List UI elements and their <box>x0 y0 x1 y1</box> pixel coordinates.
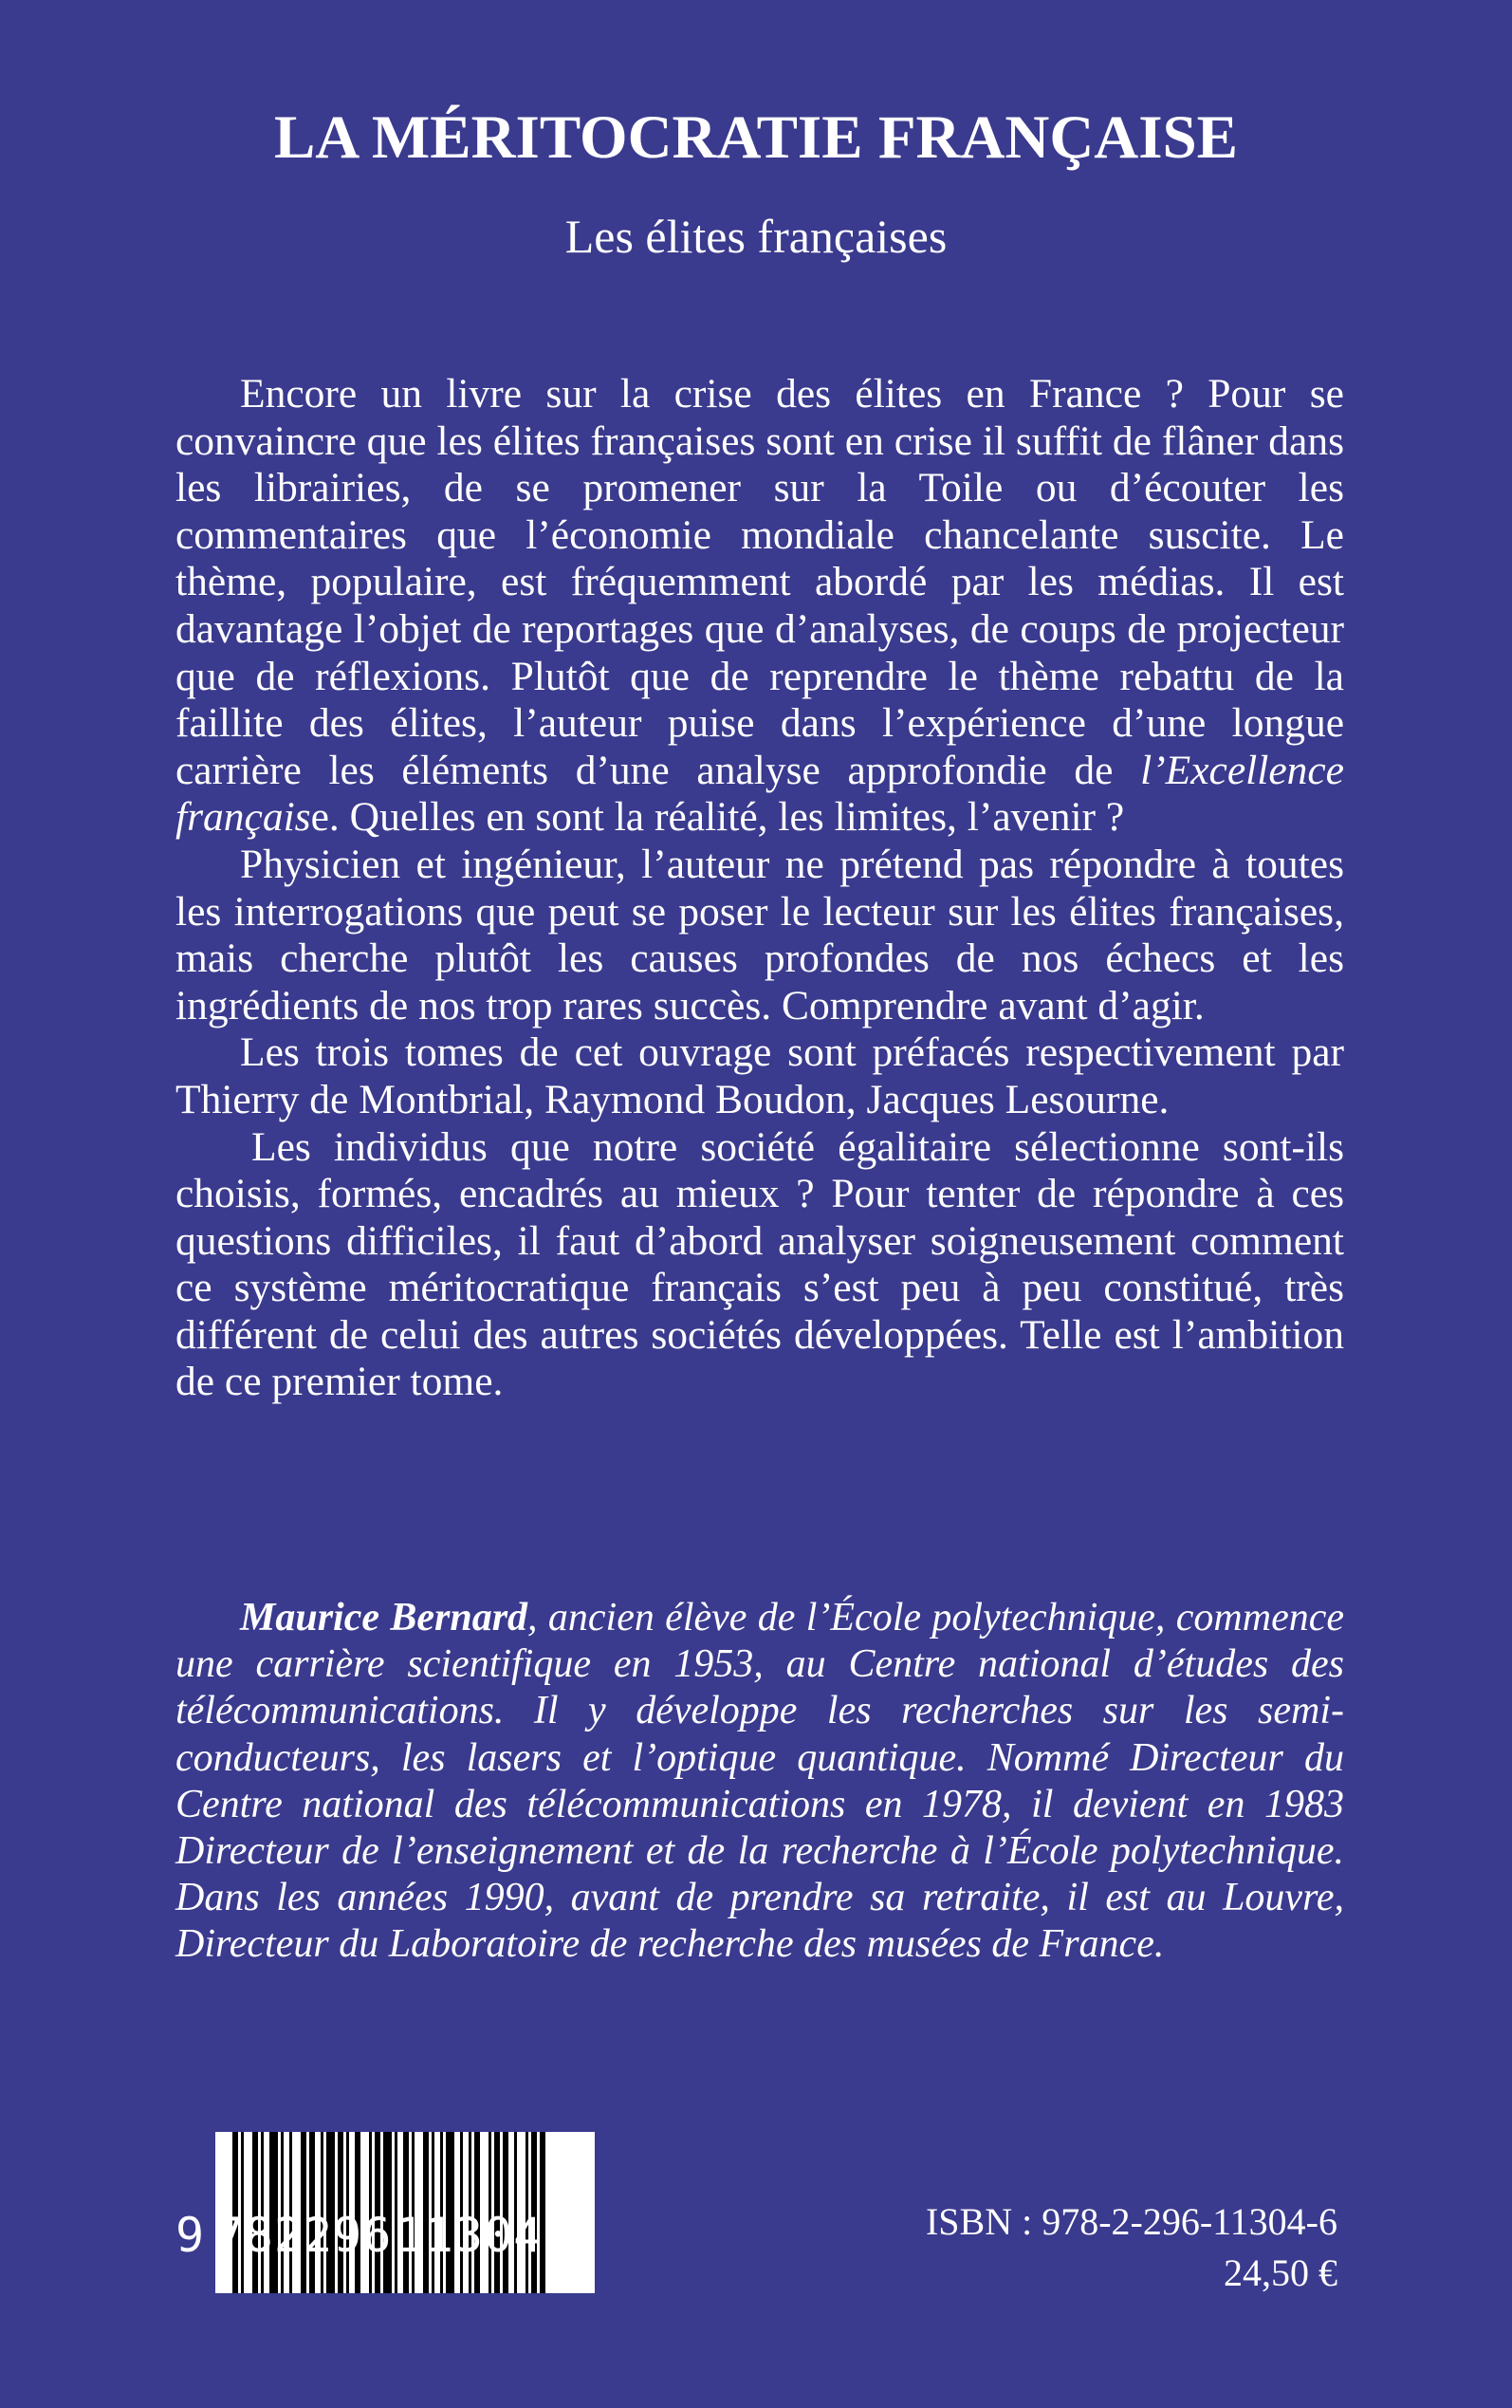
author-name: Maurice Bernard <box>240 1596 528 1639</box>
barcode-first-digit: 9 <box>175 2208 206 2263</box>
barcode-group-2: 113046 <box>395 2208 573 2263</box>
isbn: ISBN : 978-2-296-11304-6 <box>925 2200 1337 2243</box>
book-title: LA MÉRITOCRATIE FRANÇAISE <box>273 103 1239 172</box>
author-bio-paragraph <box>175 1595 1344 1969</box>
blurb-p1-start: Encore un livre sur la crise des élites en France ? Pour se convaincre que les élites françaises sont en crise il suffit de flâner dans les librairies, de se promener sur la Toile ou d’écouter les commentaires que l’économie mondiale chancelante suscite. Le thème, populaire, est fréquemment abordé par les médias. Il est davantage l’objet de reportages que d’analyses, de coups de projecteur que de réflexions. Plutôt que de reprendre le thème rebattu de la faillite des élites, l’auteur puise dans l’expérience d’une longue carrière les éléments d’une analyse approfondie de <box>175 371 1344 793</box>
blurb-paragraph-3: Les trois tomes de cet ouvrage sont préfacés respectivement par Thierry de Montbrial, Raymond Boudon, Jacques Lesourne. <box>175 1029 1344 1122</box>
blurb <box>175 371 1344 1406</box>
author-bio <box>175 1595 1344 1969</box>
blurb-paragraph-4: Les individus que notre société égalitaire sélectionne sont-ils choisis, formés, encadrés au mieux ? Pour tenter de répondre à ces questions difficiles, il faut d’abord analyser soigneusement comment ce système méritocratique français s’est peu à peu constitué, très différent de celui des autres sociétés développées. Telle est l’ambition de ce premier tome. <box>175 1123 1344 1405</box>
barcode-group-1: 782296 <box>214 2208 393 2263</box>
blurb-paragraph-2: Physicien et ingénieur, l’auteur ne prétend pas répondre à toutes les interrogations que peut se poser le lecteur sur les élites françaises, mais cherche plutôt les causes profondes de nos échecs et les ingrédients de nos trop rares succès. Comprendre avant d’agir. <box>175 841 1344 1028</box>
price: 24,50 € <box>1224 2251 1337 2294</box>
book-subtitle: Les élites françaises <box>564 210 948 263</box>
blurb-p1-end: e. Quelles en sont la réalité, les limites, l’avenir ? <box>310 794 1125 841</box>
blurb-paragraph-1 <box>175 371 1344 842</box>
barcode-number <box>175 2208 602 2265</box>
blurb-p1-italic: l’Excellence français <box>175 747 1344 841</box>
author-bio-text: , ancien élève de l’École polytechnique, commence une carrière scientifique en 1953, au Centre national d’études des télécommunications. Il y développe les recherches sur les semi-conducteurs, les lasers et l’optique quantique. Nommé Directeur du Centre national des télécommunications en 1978, il devient en 1983 Directeur de l’enseignement et de la recherche à l’École polytechnique. Dans les années 1990, avant de prendre sa retraite, il est au Louvre, Directeur du Laboratoire de recherche des musées de France. <box>175 1596 1344 1967</box>
